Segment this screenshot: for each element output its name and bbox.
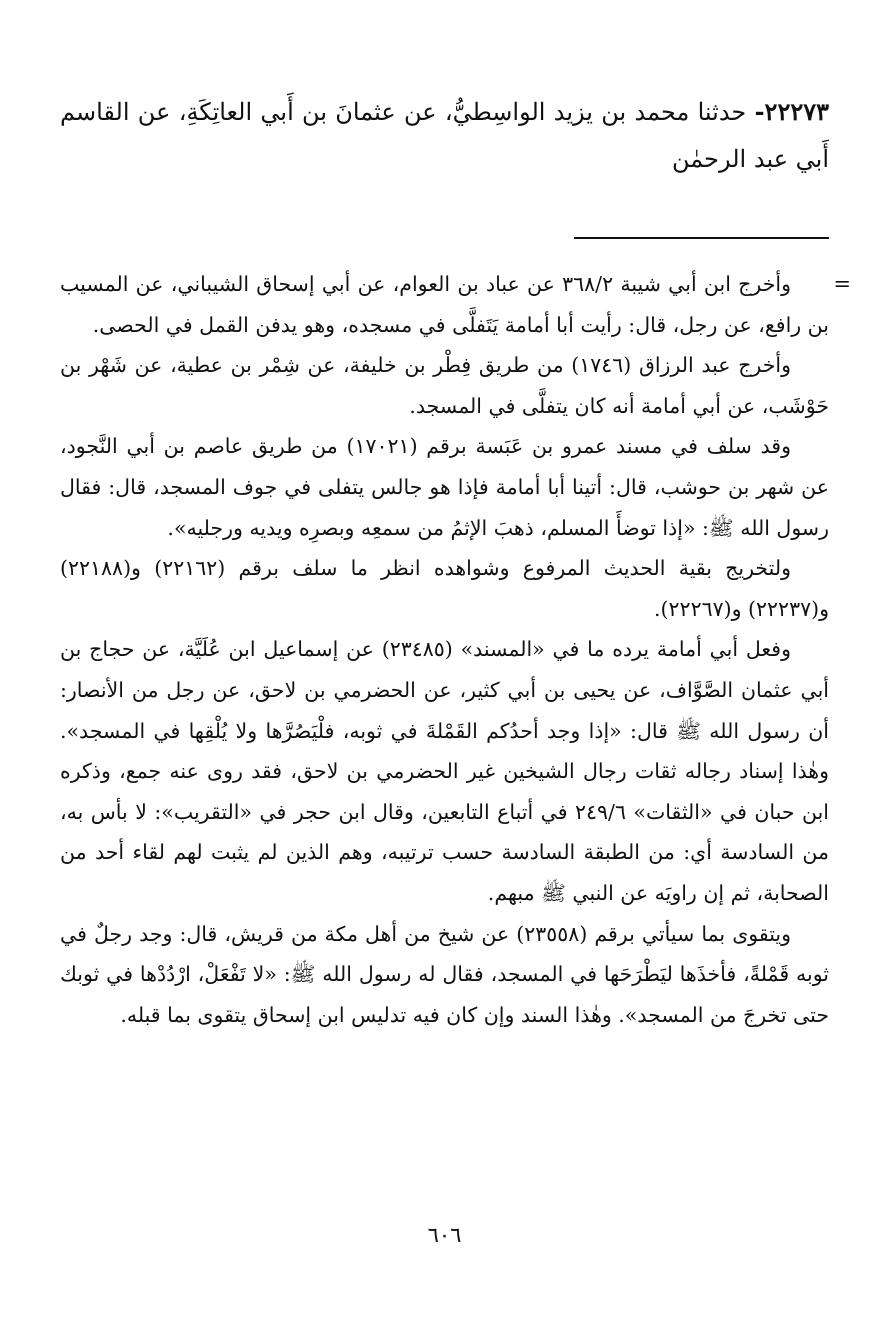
page-number: ٦٠٦ (427, 1223, 462, 1247)
footnotes-section (60, 264, 851, 1035)
hadith-text (60, 88, 829, 183)
footnote-paragraph: وأخرج عبد الرزاق (١٧٤٦) من طريق فِطْر بن خليفة، عن شِمْر بن عطية، عن شَهْر بن حَوْشَب، عن أبي أمامة أنه كان يتفلَّى في المسجد. (60, 353, 829, 418)
footnote-divider (574, 237, 829, 239)
footnote-paragraph: وأخرج ابن أبي شيبة ٣٦٨/٢ عن عباد بن العوام، عن أبي إسحاق الشيباني، عن المسيب بن رافع، عن رجل، قال: رأيت أبا أمامة يَتَفلَّى في مسجده، وهو يدفن القمل في الحصى. (60, 272, 829, 337)
hadith-number: ٢٢٢٧٣- (754, 97, 829, 126)
footnote-paragraph: ولتخريج بقية الحديث المرفوع وشواهده انظر ما سلف برقم (٢٢١٦٢) و(٢٢١٨٨) و(٢٢٢٣٧) و(٢٢٢٦٧). (60, 556, 829, 621)
footnote-paragraph: وفعل أبي أمامة يرده ما في «المسند» (٢٣٤٨٥) عن إسماعيل ابن عُلَيَّة، عن حجاج بن أبي عثمان الصَّوَّاف، عن يحيى بن أبي كثير، عن الحضرمي بن لاحق، عن رجل من الأنصار: أن رسول الله ﷺ قال: «إذا وجد أحدُكم القَمْلةَ في ثوبه، فلْيَصُرَّها ولا يُلْقِها في المسجد». وهٰذا إسناد رجاله ثقات رجال الشيخين غير الحضرمي بن لاحق، فقد روى عنه جمع، وذكره ابن حبان في «الثقات» ٢٤٩/٦ في أتباع التابعين، وقال ابن حجر في «التقريب»: لا بأس به، من السادسة أي: من الطبقة السادسة حسب ترتيبه، وهم الذين لم يثبت لهم لقاء أحد من الصحابة، ثم إن راويَه عن النبي ﷺ مبهم. (60, 637, 829, 905)
hadith-body: حدثنا محمد بن يزيد الواسِطيُّ، عن عثمانَ بن أَبي العاتِكَةِ، عن القاسم أَبي عبد الرحمٰن (60, 98, 829, 173)
footnote-paragraph: وقد سلف في مسند عمرو بن عَبَسة برقم (١٧٠٢١) من طريق عاصم بن أبي النَّجود، عن شهر بن حوشب، قال: أتينا أبا أمامة فإذا هو جالس يتفلى في جوف المسجد، قال: فقال رسول الله ﷺ: «إذا توضأَ المسلم، ذهبَ الإثمُ من سمعِه وبصرِه ويديه ورجليه». (60, 434, 829, 540)
footnote-paragraph: ويتقوى بما سيأتي برقم (٢٣٥٥٨) عن شيخ من أهل مكة من قريش، قال: وجد رجلٌ في ثوبه قَمْلةً، فأخذَها ليَطْرَحَها في المسجد، فقال له رسول الله ﷺ: «لا تَفْعَلْ، ارْدُدْها في ثوبك حتى تخرجَ من المسجد». وهٰذا السند وإن كان فيه تدليس ابن إسحاق يتقوى بما قبله. (60, 921, 829, 1027)
book-page (60, 88, 851, 1334)
continuation-mark: = (833, 272, 851, 296)
